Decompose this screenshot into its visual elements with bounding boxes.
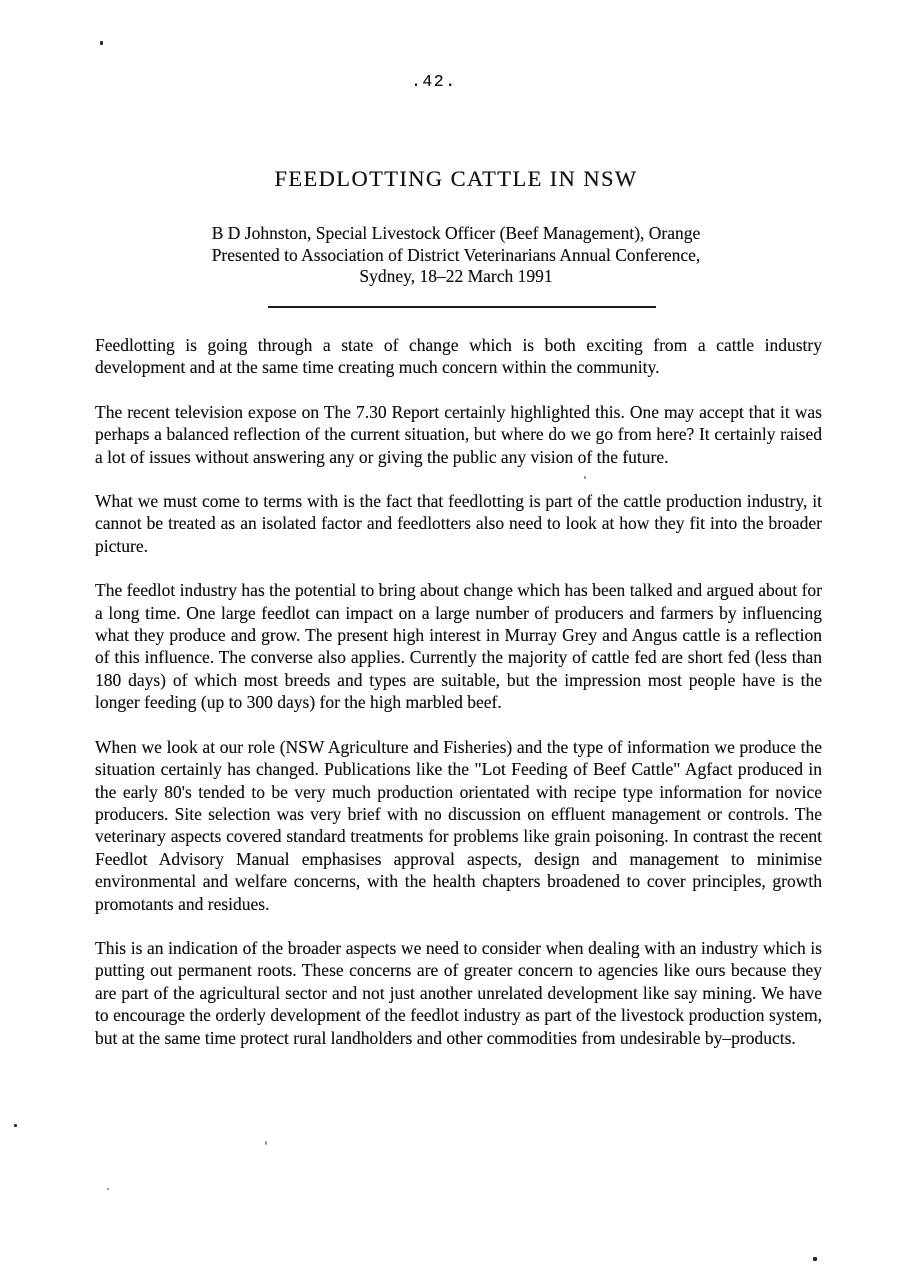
scan-speck: [584, 476, 586, 479]
byline-date-line: Sydney, 18–22 March 1991: [359, 266, 553, 286]
scan-speck: [813, 1257, 817, 1261]
header-divider: [268, 306, 656, 308]
byline-conference-line: Presented to Association of District Veterinarians Annual Conference,: [211, 244, 701, 265]
byline: [0, 223, 900, 288]
byline-author-line: B D Johnston, Special Livestock Officer (Beef Management), Orange: [211, 223, 701, 243]
scan-speck: [100, 41, 103, 45]
paragraph-6: This is an indication of the broader aspects we need to consider when dealing with an industry which is putting out permanent roots. These concerns are of greater concern to agencies like ours because they are part of the agricultural sector and not just another unrelated development like say mining. We have to encourage the orderly development of the feedlot industry as part of the livestock production system, but at the same time protect rural landholders and other commodities from undesirable by–products.: [95, 937, 822, 1048]
paragraph-5: When we look at our role (NSW Agriculture and Fisheries) and the type of information we produce the situation certainly has changed. Publications like the "Lot Feeding of Beef Cattle" Agfact produced in the early 80's tended to be very much production orientated with recipe type information for novice producers. Site selection was very brief with no discussion on effluent management or controls. The veterinary aspects covered standard treatments for problems like grain poisoning. In contrast the recent Feedlot Advisory Manual emphasises approval aspects, design and management to minimise environmental and welfare concerns, with the health chapters broadened to cover principles, growth promotants and residues.: [95, 736, 822, 914]
scan-speck: [107, 1188, 109, 1190]
paragraph-3: What we must come to terms with is the fact that feedlotting is part of the cattle production industry, it cannot be treated as an isolated factor and feedlotters also need to look at how they fit into the broader picture.: [95, 491, 822, 556]
page-title: FEEDLOTTING CATTLE IN NSW: [274, 166, 638, 191]
paragraph-1: Feedlotting is going through a state of change which is both exciting from a cattle industry development and at the same time creating much concern within the community.: [95, 335, 822, 378]
scan-speck: [265, 1141, 267, 1145]
paragraph-2: The recent television expose on The 7.30 Report certainly highlighted this. One may accept that it was perhaps a balanced reflection of the current situation, but where do we go from here? It certainly raised a lot of issues without answering any or giving the public any vision of the future.: [95, 401, 822, 467]
page-number: .42.: [411, 72, 457, 91]
paragraph-4: The feedlot industry has the potential to bring about change which has been talked and argued about for a long time. One large feedlot can impact on a large number of producers and farmers by influencing what they produce and grow. The present high interest in Murray Grey and Angus cattle is a reflection of this influence. The converse also applies. Currently the majority of cattle fed are short fed (less than 180 days) of which most breeds and types are suitable, but the impression most people have is the longer feeding (up to 300 days) for the high marbled beef.: [95, 580, 822, 713]
document-body: [95, 334, 822, 1071]
scan-speck: [14, 1124, 17, 1127]
